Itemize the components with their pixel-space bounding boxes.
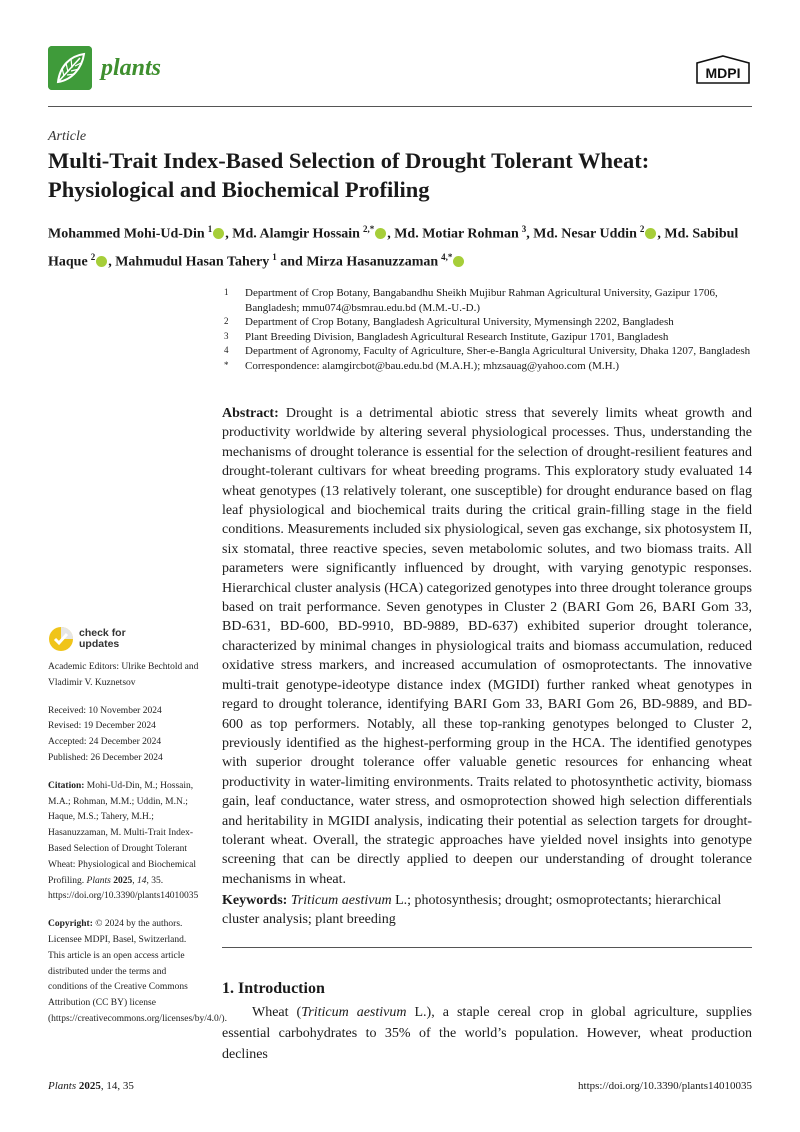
- section-rule: [222, 947, 752, 948]
- affiliation-number: 2: [224, 316, 229, 327]
- affiliation-text: Department of Agronomy, Faculty of Agriculture, Sher-e-Bangla Agricultural University, Dhaka 1207, Bangladesh: [245, 345, 751, 358]
- copyright-label: Copyright:: [48, 919, 93, 930]
- footer-doi-link[interactable]: https://doi.org/10.3390/plants14010035: [578, 1080, 752, 1092]
- received-date: Received: 10 November 2024: [48, 705, 162, 716]
- author-affiliation-marker: 2,*: [362, 224, 375, 234]
- affiliation-item: [222, 359, 762, 374]
- intro-species: Triticum aestivum: [301, 1005, 407, 1020]
- author-name[interactable]: Mohammed Mohi-Ud-Din: [48, 226, 205, 242]
- citation-label: Citation:: [48, 780, 85, 791]
- author-name[interactable]: Md. Nesar Uddin: [533, 226, 637, 242]
- footer-year: 2025: [78, 1080, 101, 1092]
- orcid-icon[interactable]: [645, 228, 656, 239]
- affiliation-number: 1: [224, 287, 229, 297]
- accepted-date: Accepted: 24 December 2024: [48, 737, 162, 748]
- paper-title: Multi-Trait Index-Based Selection of Drought Tolerant Wheat: Physiological and Biochemical Profiling: [48, 148, 650, 202]
- affiliations: [222, 286, 762, 374]
- orcid-icon[interactable]: [375, 228, 386, 239]
- check-for-updates-button[interactable]: [48, 626, 138, 660]
- abstract-text: Drought is a detrimental abiotic stress that severely limits wheat growth and productivity worldwide by altering several physiological processes. Thus, understanding the mechanisms of drought tolerance is essential for the selection of drought-resilient features and drought-tolerant cultivars for wheat breeding programs. This exploratory study evaluated 14 wheat genotypes (13 relatively tolerant, one susceptible) for drought endurance based on flag leaf physiological and biochemical traits during the critical grain-filling stage in the field conditions. Measurements included six physiological, seven gas exchange, six photosystem II, six stomatal, three reactive species, seven metabolomic solutes, and two biomass traits. All parameters were significantly influenced by drought, with varying genotypic responses. Hierarchical cluster analysis (HCA) categorized genotypes into three drought tolerance groups based on trait performance. Seven genotypes in Cluster 2 (BARI Gom 26, BARI Gom 33, BD-631, BD-600, BD-9910, BD-9889, BD-637) exhibited superior drought tolerance, characterized by minimal changes in physiological traits and biomass accumulation, reduced oxidative stress markers, and increased accumulation of osmoprotectants. The innovative multi-trait genotype-ideotype distance index (MGIDI) further ranked wheat genotypes in regard to drought tolerance, identifying BARI Gom 33, BARI Gom 26, BD-9889, and BD-600 as top performers. Notably, all these top-ranking genotypes belonged to Cluster 2, previously identified as the highest-performing group in the HCA. The identified genotypes with superior drought tolerance offer valuable genetic resources for enhancing wheat productivity in water-limiting environments. Traits related to photosynthetic activity, biomass gain, leaf conductance, water stress, and osmoprotection showed high selection differentials and heritability in MGIDI analysis, indicating their potential as selection targets for drought-tolerant wheat. Overall, the strategic approaches have yielded novel insights into genotype screening that can be directly applied to deepen our understanding of drought tolerance mechanisms in wheat.: [222, 406, 752, 887]
- intro-text-before: Wheat (: [252, 1005, 302, 1020]
- published-date: Published: 26 December 2024: [48, 752, 163, 763]
- author-name[interactable]: Md. Motiar Rohman: [394, 226, 519, 242]
- author-affiliation-marker: 2: [90, 251, 96, 262]
- affiliation-text: Department of Crop Botany, Bangladesh Agricultural University, Mymensingh 2202, Bangladesh: [245, 316, 674, 329]
- author-affiliation-marker: 2: [639, 224, 645, 234]
- check-updates-label-2: updates: [79, 638, 120, 650]
- footer-volume-page: , 14, 35: [100, 1080, 134, 1092]
- citation-journal: Plants: [86, 875, 111, 886]
- author-name[interactable]: Md. Sabibul Haque: [48, 226, 739, 270]
- affiliation-number: 3: [224, 330, 229, 341]
- citation-volume: 14: [136, 875, 147, 886]
- footer-citation: [48, 1080, 134, 1092]
- journal-logo: [48, 46, 92, 90]
- affiliation-text: Correspondence: alamgircbot@bau.edu.bd (M.A.H.); mhzsauag@yahoo.com (M.H.): [245, 359, 619, 372]
- keywords: [222, 891, 752, 930]
- author-affiliation-marker: 4,*: [441, 251, 453, 262]
- affiliation-item: [222, 330, 762, 345]
- affiliation-item: [222, 286, 762, 315]
- author-affiliation-marker: 1: [207, 224, 213, 234]
- citation: Citation: Mohi-Ud-Din, M.; Hossain, M.A.; Rohman, M.M.; Uddin, M.N.; Haque, M.S.; Tahery, M.H.; Hasanuzzaman, M. Multi-Trait Index-Based Selection of Drought Tolerant Wheat: Physiological and Biochemical Profiling. Plants 2025, 14, 35. https://doi.org/10.3390/plants14010035: [48, 780, 199, 902]
- author-list: Mohammed Mohi-Ud-Din $^1$ , Md. Alamgir Hossain $^{2,*}$ , Md. Motiar Rohman $^3$, Md. Nesar Uddin $^2$ , Md. Sabibul Haque $^2$ , Mahmudul Hasan Tahery $^1$ and Mirza Hasanuzzaman $^{4,*}$: [48, 224, 739, 270]
- article-sidebar: [48, 660, 227, 1028]
- affiliation-item: [222, 315, 762, 330]
- author-name[interactable]: Md. Alamgir Hossain: [232, 226, 360, 242]
- article-type: Article: [48, 129, 87, 144]
- keywords-text: L.; photosynthesis; drought; osmoprotectants; hierarchical cluster analysis; plant breeding: [222, 893, 722, 928]
- academic-editors: Academic Editors: Ulrike Bechtold and Vladimir V. Kuznetsov: [48, 662, 199, 688]
- keywords-species: Triticum aestivum: [290, 893, 392, 908]
- affiliation-item: [222, 344, 762, 359]
- check-updates-label-1: check for: [79, 627, 126, 639]
- author-affiliation-marker: 1: [272, 251, 277, 262]
- revised-date: Revised: 19 December 2024: [48, 721, 156, 732]
- orcid-icon[interactable]: [453, 256, 464, 267]
- abstract: [222, 404, 752, 889]
- affiliation-text: Plant Breeding Division, Bangladesh Agricultural Research Institute, Gazipur 1701, Bangladesh: [245, 330, 669, 343]
- intro-text-after: L.), a staple cereal crop in global agriculture, supplies essential carbohydrates to 35% of the world’s population. However, wheat production declines: [222, 1005, 752, 1062]
- author-affiliation-marker: 3: [521, 224, 527, 234]
- mdpi-logo-text: MDPI: [705, 65, 741, 81]
- header-rule: [48, 106, 752, 107]
- affiliation-text: Department of Crop Botany, Bangabandhu Sheikh Mujibur Rahman Agricultural University, Gazipur 1706, Bangladesh; mmu074@bsmrau.edu.bd (M.M.-U.-D.): [245, 287, 718, 314]
- author-name[interactable]: Mirza Hasanuzzaman: [306, 254, 439, 270]
- orcid-icon[interactable]: [213, 228, 224, 239]
- footer-journal: Plants: [48, 1080, 77, 1092]
- citation-year: 2025: [113, 875, 133, 886]
- copyright: [48, 917, 227, 1028]
- citation-text: Mohi-Ud-Din, M.; Hossain, M.A.; Rohman, M.M.; Uddin, M.N.; Haque, M.S.; Tahery, M.H.; Hasanuzzaman, M. Multi-Trait Index-Based Selection of Drought Tolerant Wheat: Physiological and Biochemical Profiling.: [48, 780, 197, 886]
- author-name[interactable]: Mahmudul Hasan Tahery: [115, 254, 270, 270]
- citation-doi[interactable]: 35. https://doi.org/10.3390/plants14010035: [48, 875, 199, 902]
- abstract-label: Abstract:: [222, 406, 279, 421]
- journal-name: plants: [101, 55, 162, 81]
- affiliation-number: *: [224, 359, 229, 370]
- intro-paragraph: [222, 1002, 752, 1065]
- affiliation-number: 4: [224, 345, 229, 356]
- mdpi-logo: [694, 55, 752, 85]
- orcid-icon[interactable]: [96, 256, 107, 267]
- keywords-label: Keywords:: [222, 893, 288, 908]
- section-heading-introduction: 1. Introduction: [222, 980, 325, 997]
- copyright-text: © 2024 by the authors. Licensee MDPI, Basel, Switzerland. This article is an open access article distributed under the terms and conditions of the Creative Commons Attribution (CC BY) license (https://creativecommons.org/licenses/by/4.0/).: [48, 919, 227, 1024]
- check-updates-icon: [48, 626, 74, 652]
